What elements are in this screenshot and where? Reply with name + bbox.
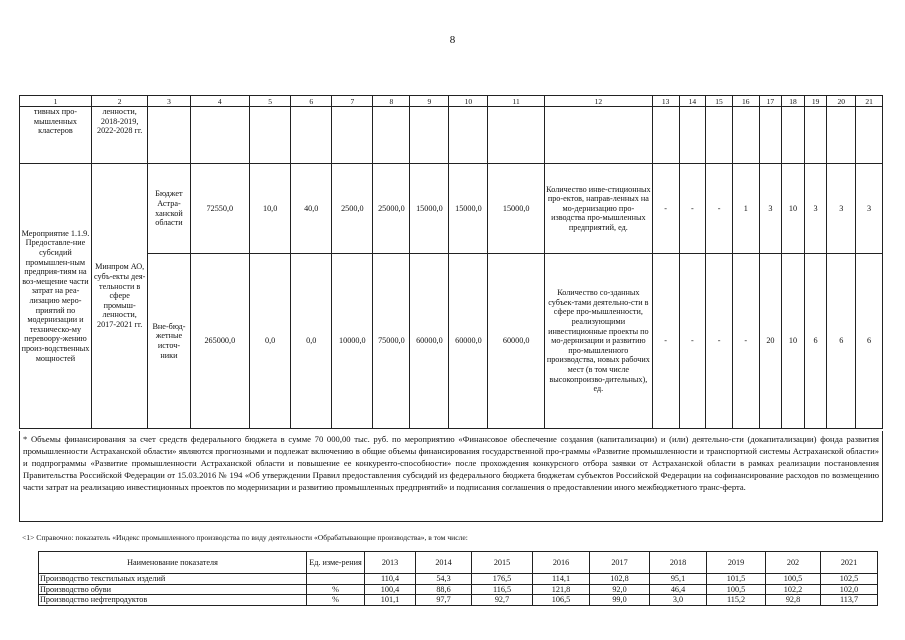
column-number: 18 bbox=[782, 96, 805, 107]
column-number: 11 bbox=[488, 96, 545, 107]
column-number: 2 bbox=[91, 96, 148, 107]
funding-source-cell: Вне-бюд-жетные источ-ники bbox=[148, 254, 190, 429]
column-number: 13 bbox=[652, 96, 679, 107]
value-cell: 97,7 bbox=[416, 595, 472, 606]
value-cell: 92,7 bbox=[472, 595, 533, 606]
table-row bbox=[39, 595, 878, 606]
value-cell: 102,8 bbox=[590, 574, 650, 585]
footnote: * Объемы финансирования за счет средств федерального бюджета в сумме 70 000,00 тыс. руб. по мероприятию «Финансовое обеспечение создания (капитализации) и (или) деятельно-сти (докапитализации) фонда развития промышленности Астраханской области» являются прогнозными и подлежат включению в общие объемы финансирования государственной про-граммы «Развитие промышленности и транспортной системы Астраханской области» и подпрограммы «Развитие промышленности Астраханской области и повышение ее конкуренто-способности» после прохождения конкурсного отбора заявки от Астраханской области в рамках реализации постановления Правительства Российской Федерации от 15.03.2016 № 194 «Об утверждении Правил предоставления субсидий из федерального бюджета бюджетам субъектов Российской Федерации на софинансирование расходов по возмещению части затрат на реализацию инвестиционных проектов по модернизации и развитию промышленных предприятий» и подписания соглашения о предоставлении иного межбюджетного транс-ферта. bbox=[19, 431, 883, 522]
column-number: 6 bbox=[291, 96, 332, 107]
value-cell: 121,8 bbox=[533, 584, 590, 595]
target-cell: - bbox=[732, 254, 759, 429]
column-header: Наименование показателя bbox=[39, 552, 307, 574]
value-cell: 115,2 bbox=[707, 595, 766, 606]
cluster-period-cell: ленности, 2018-2019, 2022-2028 гг. bbox=[91, 107, 148, 164]
value-cell: 102,2 bbox=[766, 584, 821, 595]
unit-cell: % bbox=[307, 584, 365, 595]
column-header: 2021 bbox=[821, 552, 878, 574]
target-cell: 3 bbox=[759, 164, 782, 254]
column-header: Ед. изме-рения bbox=[307, 552, 365, 574]
value-cell: 25000,0 bbox=[373, 164, 410, 254]
value-cell: 72550,0 bbox=[190, 164, 250, 254]
value-cell: 10,0 bbox=[250, 164, 291, 254]
value-cell: 2500,0 bbox=[332, 164, 373, 254]
column-number: 19 bbox=[804, 96, 827, 107]
value-cell: 102,0 bbox=[821, 584, 878, 595]
value-cell: 100,5 bbox=[766, 574, 821, 585]
value-cell: 114,1 bbox=[533, 574, 590, 585]
target-cell: 20 bbox=[759, 254, 782, 429]
column-number: 3 bbox=[148, 96, 190, 107]
column-number: 17 bbox=[759, 96, 782, 107]
column-number: 7 bbox=[332, 96, 373, 107]
value-cell: 116,5 bbox=[472, 584, 533, 595]
target-cell: - bbox=[652, 254, 679, 429]
column-number: 1 bbox=[20, 96, 92, 107]
table-row bbox=[20, 107, 883, 164]
industrial-index-table bbox=[38, 551, 878, 606]
value-cell: 92,8 bbox=[766, 595, 821, 606]
column-header: 2017 bbox=[590, 552, 650, 574]
column-header: 2015 bbox=[472, 552, 533, 574]
column-number: 21 bbox=[856, 96, 883, 107]
column-number: 8 bbox=[373, 96, 410, 107]
target-cell: 10 bbox=[782, 164, 805, 254]
unit-cell bbox=[307, 574, 365, 585]
table-row bbox=[39, 574, 878, 585]
value-cell: 15000,0 bbox=[410, 164, 449, 254]
indicator-cell: Количество со-зданных субъек-тами деятельно-сти в сфере про-мышленности, реализующими инвестиционные проекты по мо-дернизации и развитию про-мышленного производства, новых рабочих мест (в том числе высокопроизво-дительных), ед. bbox=[544, 254, 652, 429]
column-header: 202 bbox=[766, 552, 821, 574]
value-cell: 60000,0 bbox=[449, 254, 488, 429]
value-cell: 60000,0 bbox=[410, 254, 449, 429]
target-cell: 1 bbox=[732, 164, 759, 254]
target-cell: - bbox=[679, 254, 706, 429]
value-cell: 113,7 bbox=[821, 595, 878, 606]
table-row bbox=[39, 584, 878, 595]
value-cell: 101,5 bbox=[707, 574, 766, 585]
target-cell: 3 bbox=[827, 164, 856, 254]
executor-cell: Минпром АО, субъ-екты дея-тельности в сфере промыш-ленности, 2017-2021 гг. bbox=[91, 164, 148, 429]
target-cell: 6 bbox=[804, 254, 827, 429]
column-header: 2014 bbox=[416, 552, 472, 574]
table-header-row bbox=[39, 552, 878, 574]
page-number: 8 bbox=[449, 34, 456, 46]
value-cell: 15000,0 bbox=[449, 164, 488, 254]
column-number: 12 bbox=[544, 96, 652, 107]
reference-note: <1> Справочно: показатель «Индекс промышленного производства по виду деятельности «Обрабатывающие производства», в том числе: bbox=[22, 533, 468, 542]
column-number-row bbox=[20, 96, 883, 107]
value-cell: 10000,0 bbox=[332, 254, 373, 429]
target-cell: - bbox=[679, 164, 706, 254]
value-cell: 92,0 bbox=[590, 584, 650, 595]
value-cell: 0,0 bbox=[250, 254, 291, 429]
column-number: 16 bbox=[732, 96, 759, 107]
column-header: 2018 bbox=[650, 552, 707, 574]
column-number: 4 bbox=[190, 96, 250, 107]
column-number: 5 bbox=[250, 96, 291, 107]
value-cell: 3,0 bbox=[650, 595, 707, 606]
cluster-name-cell: тивных про-мышленных кластеров bbox=[20, 107, 92, 164]
table-row bbox=[20, 164, 883, 254]
table-row bbox=[20, 254, 883, 429]
target-cell: - bbox=[652, 164, 679, 254]
value-cell: 0,0 bbox=[291, 254, 332, 429]
indicator-cell: Количество инве-стиционных про-ектов, направ-ленных на мо-дернизацию про-изводства про-мышленных предприятий, ед. bbox=[544, 164, 652, 254]
value-cell: 75000,0 bbox=[373, 254, 410, 429]
column-number: 9 bbox=[410, 96, 449, 107]
value-cell: 265000,0 bbox=[190, 254, 250, 429]
measure-title-cell: Мероприятие 1.1.9. Предоставле-ние субсидий промышлен-ным предприя-тиям на воз-мещение части затрат на реа-лизацию меро-приятий по модернизации и техническо-му перевоору-жению произ-водственных мощностей bbox=[20, 164, 92, 429]
column-number: 10 bbox=[449, 96, 488, 107]
value-cell: 106,5 bbox=[533, 595, 590, 606]
indicator-name: Производство обуви bbox=[39, 584, 307, 595]
target-cell: 10 bbox=[782, 254, 805, 429]
target-cell: 3 bbox=[856, 164, 883, 254]
value-cell: 100,5 bbox=[707, 584, 766, 595]
value-cell: 88,6 bbox=[416, 584, 472, 595]
target-cell: 6 bbox=[827, 254, 856, 429]
target-cell: 6 bbox=[856, 254, 883, 429]
value-cell: 99,0 bbox=[590, 595, 650, 606]
funding-source-cell: Бюджет Астра-ханской области bbox=[148, 164, 190, 254]
indicator-name: Производство текстильных изделий bbox=[39, 574, 307, 585]
target-cell: - bbox=[706, 164, 733, 254]
value-cell: 102,5 bbox=[821, 574, 878, 585]
value-cell: 100,4 bbox=[365, 584, 416, 595]
column-number: 14 bbox=[679, 96, 706, 107]
column-header: 2013 bbox=[365, 552, 416, 574]
column-number: 20 bbox=[827, 96, 856, 107]
value-cell: 40,0 bbox=[291, 164, 332, 254]
column-header: 2019 bbox=[707, 552, 766, 574]
column-header: 2016 bbox=[533, 552, 590, 574]
unit-cell: % bbox=[307, 595, 365, 606]
target-cell: 3 bbox=[804, 164, 827, 254]
main-table bbox=[19, 95, 883, 429]
value-cell: 176,5 bbox=[472, 574, 533, 585]
value-cell: 95,1 bbox=[650, 574, 707, 585]
value-cell: 46,4 bbox=[650, 584, 707, 595]
value-cell: 60000,0 bbox=[488, 254, 545, 429]
value-cell: 101,1 bbox=[365, 595, 416, 606]
column-number: 15 bbox=[706, 96, 733, 107]
value-cell: 15000,0 bbox=[488, 164, 545, 254]
indicator-name: Производство нефтепродуктов bbox=[39, 595, 307, 606]
value-cell: 54,3 bbox=[416, 574, 472, 585]
value-cell: 110,4 bbox=[365, 574, 416, 585]
target-cell: - bbox=[706, 254, 733, 429]
